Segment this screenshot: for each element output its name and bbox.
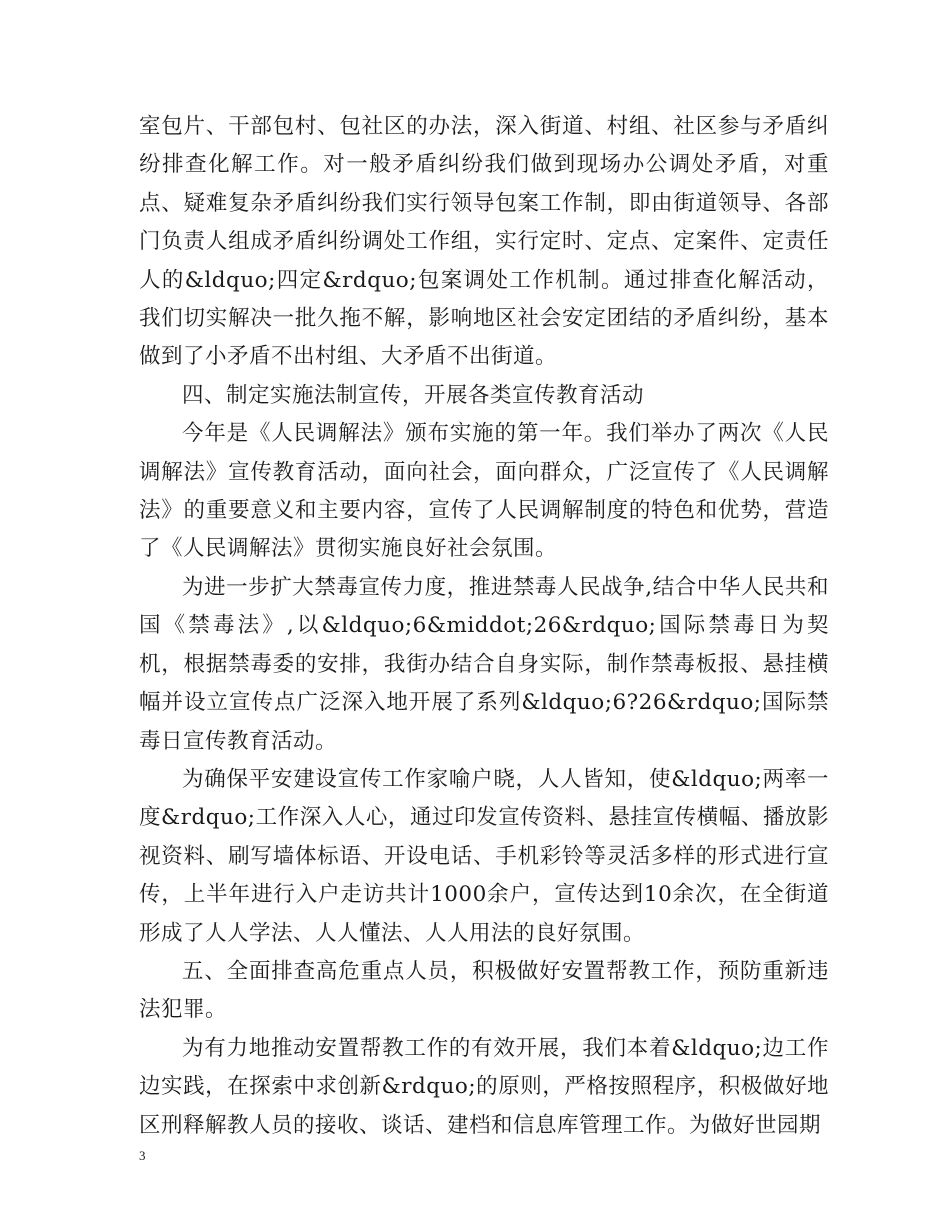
paragraph: 今年是《人民调解法》颁布实施的第一年。我们举办了两次《人民调解法》宣传教育活动，面向社会，面向群众，广泛宣传了《人民调解法》的重要意义和主要内容，宣传了人民调解制度的特色和优势，营造了《人民调解法》贯彻实施良好社会氛围。 bbox=[139, 421, 829, 562]
section-heading: 四、制定实施法制宣传，开展各类宣传教育活动 bbox=[182, 382, 645, 408]
section-heading: 五、全面排查高危重点人员，积极做好安置帮教工作，预防重新违法犯罪。 bbox=[139, 958, 829, 1023]
page-number: 3 bbox=[139, 1148, 146, 1163]
paragraph: 为进一步扩大禁毒宣传力度，推进禁毒人民战争,结合中华人民共和国《禁毒法》,以&ldquo;6&middot;26&rdquo;国际禁毒日为契机，根据禁毒委的安排，我街办结合自身实际，制作禁毒板报、悬挂横幅并设立宣传点广泛深入地开展了系列&ldquo;6?26&rdquo;国际禁毒日宣传教育活动。 bbox=[139, 574, 829, 754]
paragraph: 为确保平安建设宣传工作家喻户晓，人人皆知，使&ldquo;两率一度&rdquo;工作深入人心，通过印发宣传资料、悬挂宣传横幅、播放影视资料、刷写墙体标语、开设电话、手机彩铃等灵活多样的形式进行宣传，上半年进行入户走访共计1000余户，宣传达到10余次，在全街道形成了人人学法、人人懂法、人人用法的良好氛围。 bbox=[139, 766, 829, 946]
body-text bbox=[139, 108, 829, 1145]
paragraph: 室包片、干部包村、包社区的办法，深入街道、村组、社区参与矛盾纠纷排查化解工作。对一般矛盾纠纷我们做到现场办公调处矛盾，对重点、疑难复杂矛盾纠纷我们实行领导包案工作制，即由街道领导、各部门负责人组成矛盾纠纷调处工作组，实行定时、定点、定案件、定责任人的&ldquo;四定&rdquo;包案调处工作机制。通过排查化解活动，我们切实解决一批久拖不解，影响地区社会安定团结的矛盾纠纷，基本做到了小矛盾不出村组、大矛盾不出街道。 bbox=[139, 114, 829, 370]
paragraph: 为有力地推动安置帮教工作的有效开展，我们本着&ldquo;边工作边实践，在探索中求创新&rdquo;的原则，严格按照程序，积极做好地区刑释解教人员的接收、谈话、建档和信息库管理工作。为做好世园期 bbox=[139, 1035, 829, 1138]
